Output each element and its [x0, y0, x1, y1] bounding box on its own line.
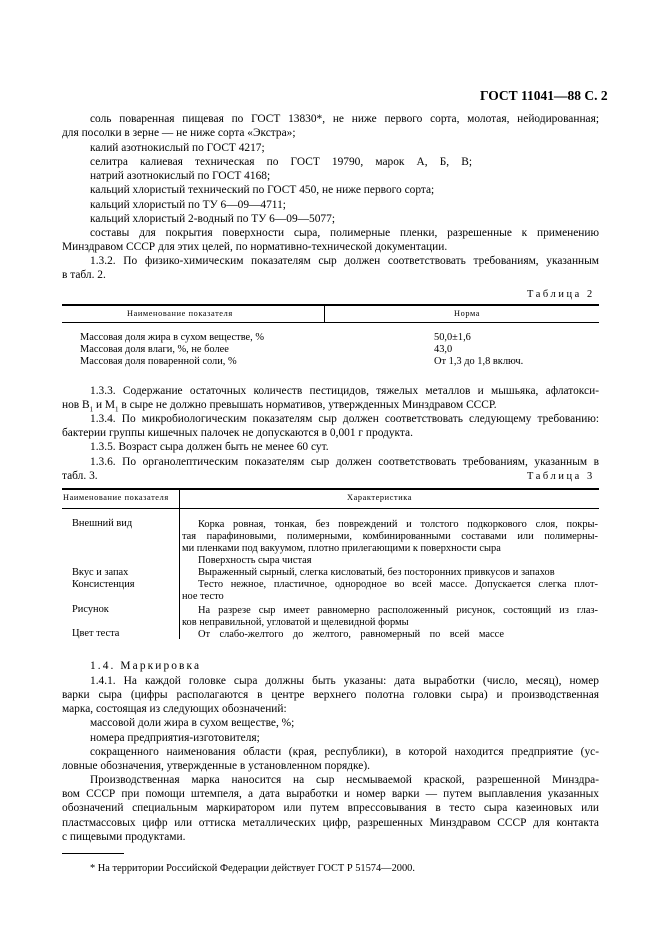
table-3-caption: Таблица 3	[527, 471, 595, 482]
paragraph-1-3-2: в табл. 2.	[62, 269, 106, 281]
marking-list-item: ловные обозначения, утвержденные в установленном порядке).	[62, 760, 371, 772]
table-3-row-text: Выраженный сырный, слегка кисловатый, без посторонних привкусов и запахов	[198, 567, 555, 578]
table-3-row-text: ков неправильной, угловатой и щелевидной формы	[182, 617, 409, 628]
table-3-row-name: Внешний вид	[72, 518, 133, 529]
table-2-caption: Таблица 2	[527, 289, 595, 300]
table-3-row-name: Вкус и запах	[72, 567, 129, 578]
item-line: кальций хлористый по ТУ 6—09—4711;	[90, 199, 286, 211]
item-line: для посолки в зерне — не ниже сорта «Экстра»;	[62, 127, 296, 139]
table-3-row-text: Корка ровная, тонкая, без повреждений и толстого подкоркового слоя, покры-	[198, 519, 598, 530]
table-3-header-rule	[62, 508, 599, 509]
footnote-rule	[62, 853, 124, 854]
table-3-row-text: На разрезе сыр имеет равномерно расположенный рисунок, состоящий из глаз-	[198, 605, 598, 616]
table-2-header-divider	[324, 304, 325, 322]
item-line: соль поваренная пищевая по ГОСТ 13830*, не ниже первого сорта, молотая, нейодированная;	[90, 113, 599, 125]
table-3-row-name: Консистенция	[72, 579, 135, 590]
table-3-row-text: От слабо-желтого до желтого, равномерный по всей массе	[198, 629, 504, 640]
table-2-header-rule	[62, 322, 599, 323]
table-2-row-value: От 1,3 до 1,8 включ.	[434, 356, 524, 367]
marking-list-item: массовой доли жира в сухом веществе, %;	[90, 717, 295, 729]
paragraph-production-mark: Производственная марка наносится на сыр несмываемой краской, разрешенной Минздра-	[90, 774, 599, 786]
marking-list-item: сокращенного наименования области (края, республики), в которой находится предприятие (ус-	[90, 746, 599, 758]
paragraph-1-3-3: нов $B_1$ и $M_1$ в сыре не должно превышать нормативов, утвержденных Минздравом СССР.	[62, 399, 497, 414]
marking-list-item: номера предприятия-изготовителя;	[90, 732, 260, 744]
table-2-row-value: 50,0±1,6	[434, 332, 471, 343]
footnote: * На территории Российской Федерации действует ГОСТ Р 51574—2000.	[90, 863, 415, 874]
paragraph-1-3-6: табл. 3.	[62, 470, 98, 482]
paragraph-1-3-5: 1.3.5. Возраст сыра должен быть не менее 60 сут.	[90, 441, 329, 453]
table-2-row-name: Массовая доля поваренной соли, %	[80, 356, 237, 367]
paragraph-1-3-6: 1.3.6. По органолептическим показателям сыр должен соответствовать требованиям, указанным в	[90, 456, 599, 468]
item-line: составы для покрытия поверхности сыра, полимерные пленки, разрешенные к применению	[90, 227, 599, 239]
section-1-4-heading: 1.4. Маркировка	[90, 660, 202, 672]
table-3-column-divider	[179, 488, 180, 639]
item-line: селитра калиевая техническая по ГОСТ 19790, марок А, Б, В;	[90, 156, 472, 168]
paragraph-1-3-4: 1.3.4. По микробиологическим показателям сыр должен соответствовать следующему требованию:	[90, 413, 599, 425]
table-3-row-text: Тесто нежное, пластичное, однородное во всей массе. Допускается слегка плот-	[198, 579, 598, 590]
paragraph-1-4-1: марка, состоящая из следующих обозначений:	[62, 703, 287, 715]
table-3-row-text: тая парафиновыми, полимерными, комбинированными составами или полимерны-	[182, 531, 598, 542]
table-2-header-name: Наименование показателя	[127, 309, 233, 318]
paragraph-1-3-3: 1.3.3. Содержание остаточных количеств пестицидов, тяжелых металлов и мышьяка, афлатокси-	[90, 385, 599, 397]
paragraph-1-3-2: 1.3.2. По физико-химическим показателям сыр должен соответствовать требованиям, указанным	[90, 255, 599, 267]
paragraph-1-3-4: бактерии группы кишечных палочек не допускаются в 0,001 г продукта.	[62, 427, 413, 439]
table-3-row-text: Поверхность сыра чистая	[198, 555, 312, 566]
table-2-row-value: 43,0	[434, 344, 453, 355]
table-3-row-name: Рисунок	[72, 604, 109, 615]
table-3-row-text: ми пленками под вакуумом, плотно прилегающими к поверхности сыра	[182, 543, 501, 554]
table-2-header-norm: Норма	[454, 309, 481, 318]
page-header: ГОСТ 11041—88 С. 2	[480, 88, 608, 103]
table-3-row-name: Цвет теста	[72, 628, 120, 639]
table-3-header-char: Характеристика	[347, 493, 413, 502]
paragraph-production-mark: обозначений специальным маркиратором или путем впрессовывания в тесто сыра казеиновых или	[62, 802, 599, 814]
table-2-top-rule	[62, 304, 599, 306]
item-line: кальций хлористый технический по ГОСТ 450, не ниже первого сорта;	[90, 184, 435, 196]
item-line: Минздравом СССР для этих целей, по нормативно-технической документации.	[62, 241, 448, 253]
paragraph-production-mark: вом СССР при помощи штемпеля, а дата выработки и номер варки — путем выплавления указанных	[62, 788, 599, 800]
item-line: калий азотнокислый по ГОСТ 4217;	[90, 142, 265, 154]
paragraph-production-mark: пластмассовых цифр или оттиска металлических цифр, разрешенных Минздравом СССР для контакта	[62, 817, 599, 829]
paragraph-1-4-1: варки сыра (цифры располагаются в центре верхнего полотна головки сыра) и производственная	[62, 689, 599, 701]
item-line: кальций хлористый 2-водный по ТУ 6—09—5077;	[90, 213, 335, 225]
paragraph-production-mark: с пищевыми продуктами.	[62, 831, 186, 843]
table-3-row-text: ное тесто	[182, 591, 224, 602]
paragraph-1-4-1: 1.4.1. На каждой головке сыра должны быть указаны: дата выработки (число, месяц), номер	[90, 675, 599, 687]
table-3-header-name: Наименование показателя	[63, 493, 169, 502]
table-2-row-name: Массовая доля влаги, %, не более	[80, 344, 229, 355]
table-2-row-name: Массовая доля жира в сухом веществе, %	[80, 332, 265, 343]
table-3-top-rule	[62, 488, 599, 490]
item-line: натрий азотнокислый по ГОСТ 4168;	[90, 170, 271, 182]
